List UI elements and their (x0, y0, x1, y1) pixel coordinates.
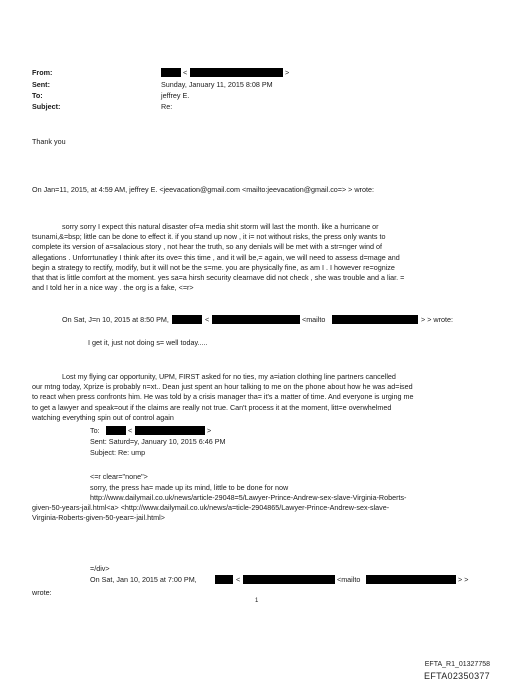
redaction-quote3-name (215, 575, 233, 584)
para1-line: tsunami,&=bsp; little can be done to effect it. if you stand up now , it i= not without risks, the press only wants to (32, 232, 386, 242)
subject-value: Re: (161, 102, 173, 111)
paragraph-natural-disaster (32, 222, 492, 293)
redaction-from-email (190, 68, 283, 77)
para2-line: to react when press confronts him. He was told by a crisis manager tha= it's a matter of time. And everyone is urging me (32, 392, 414, 402)
fwd-sent: Sent: Saturd=y, January 10, 2015 6:46 PM (90, 437, 226, 446)
redaction-quote2-email (212, 315, 300, 324)
fwd-to-gt: > (207, 426, 212, 435)
from-gt: > (285, 68, 290, 77)
thank-you-text: Thank you (32, 137, 66, 146)
fwd-subject: Subject: Re: ump (90, 448, 146, 457)
para1-line: and I told her in a nice way . the org is a fake, <=r> (32, 283, 194, 293)
from-label: From: (32, 68, 53, 77)
para2-line: our mtng today, Xprize is probably n=xt.. Dean just spent an hour talking to me on the phone about how he was ad=ised (32, 382, 413, 392)
redaction-quote3-mailto (366, 575, 456, 584)
quote3-lt: < (236, 575, 241, 584)
press-made-up-text: sorry, the press ha= made up its mind, little to be done for now (90, 483, 289, 492)
quote1-header: On Jan=11, 2015, at 4:59 AM, jeffrey E. <jeevacation@gmail.com <mailto:jeevacation@gmail.co=> > wrote: (32, 185, 374, 194)
sent-label: Sent: (32, 80, 50, 89)
sent-value: Sunday, January 11, 2015 8:08 PM (161, 80, 273, 89)
para1-line: allegations . Unforrtunatley I think after its ove= this time , and it will be,= again, we will need to assess d=mage and (32, 252, 400, 262)
quote2-lt: < (205, 315, 210, 324)
fwd-to-lt: < (128, 426, 133, 435)
link-line: http://www.dailymail.co.uk/news/article-29048=5/Lawyer-Prince-Andrew-sex-slave-Virginia-Roberts- (90, 493, 407, 502)
redaction-quote2-mailto (332, 315, 418, 324)
from-lt: < (183, 68, 188, 77)
fwd-to-label: To: (90, 426, 100, 435)
link-line: Virginia-Roberts-given-50-year=-jail.html> (32, 513, 165, 523)
bates-number-1: EFTA_R1_01327758 (424, 661, 490, 668)
para2-line: to get a lawyer and speak=out if the claims are really not true. Can't process it at the moment, litt=e overwhelmed (32, 402, 392, 412)
wrote-text: wrote: (32, 588, 52, 597)
bates-number-2: EFTA02350377 (424, 671, 490, 681)
subject-label: Subject: (32, 102, 61, 111)
para1-line: sorry sorry I expect this natural disaster of=a media shit storm will last the month. like a hurricane or (62, 222, 379, 231)
quote2-mailto: <mailto (302, 315, 326, 324)
redaction-fwd-name (106, 426, 126, 435)
para1-line: complete its version of a=salacious story , not hear the truth, so any denials will be met with a str=nger wind of (32, 242, 382, 252)
to-value: jeffrey E. (161, 91, 190, 100)
redaction-fwd-email (135, 426, 205, 435)
redaction-quote2-name (172, 315, 202, 324)
redaction-from-name (161, 68, 181, 77)
para2-line: Lost my flying car opportunity, UPM, FIRST asked for no ties, my a=iation clothing line partners cancelled (62, 372, 396, 381)
quote3-header-start: On Sat, Jan 10, 2015 at 7:00 PM, (90, 575, 197, 584)
paragraph-flying-car (32, 372, 492, 423)
quote3-end: > > (458, 575, 469, 584)
div-close-text: =/div> (90, 564, 110, 573)
redaction-quote3-email (243, 575, 335, 584)
para2-line: watching everything spin out of control again (32, 412, 174, 422)
para1-line: begin a strategy to rectify, modify, but it will not be the s=me. you are physically fine, as am I . I however re=ognize (32, 262, 395, 272)
br-clear-text: <=r clear="none"> (90, 472, 148, 481)
to-label: To: (32, 91, 43, 100)
para1-line: that that is little comfort at the moment. yes sa=a hirsh security clearnave did not check , she was trouble and a liar. = (32, 273, 405, 283)
dailymail-links (32, 493, 492, 524)
quote2-header-start: On Sat, J=n 10, 2015 at 8:50 PM, (62, 315, 169, 324)
link-line: given-50-years-jail.html<a> <http://www.dailymail.co.uk/news/a=ticle-2904865/Lawyer-Prince-Andrew-sex-slave- (32, 503, 390, 513)
page-number: 1 (255, 598, 259, 604)
quote2-end: > > wrote: (421, 315, 453, 324)
i-get-it-text: I get it, just not doing s= well today..... (88, 338, 208, 347)
quote3-mailto: <mailto (337, 575, 361, 584)
